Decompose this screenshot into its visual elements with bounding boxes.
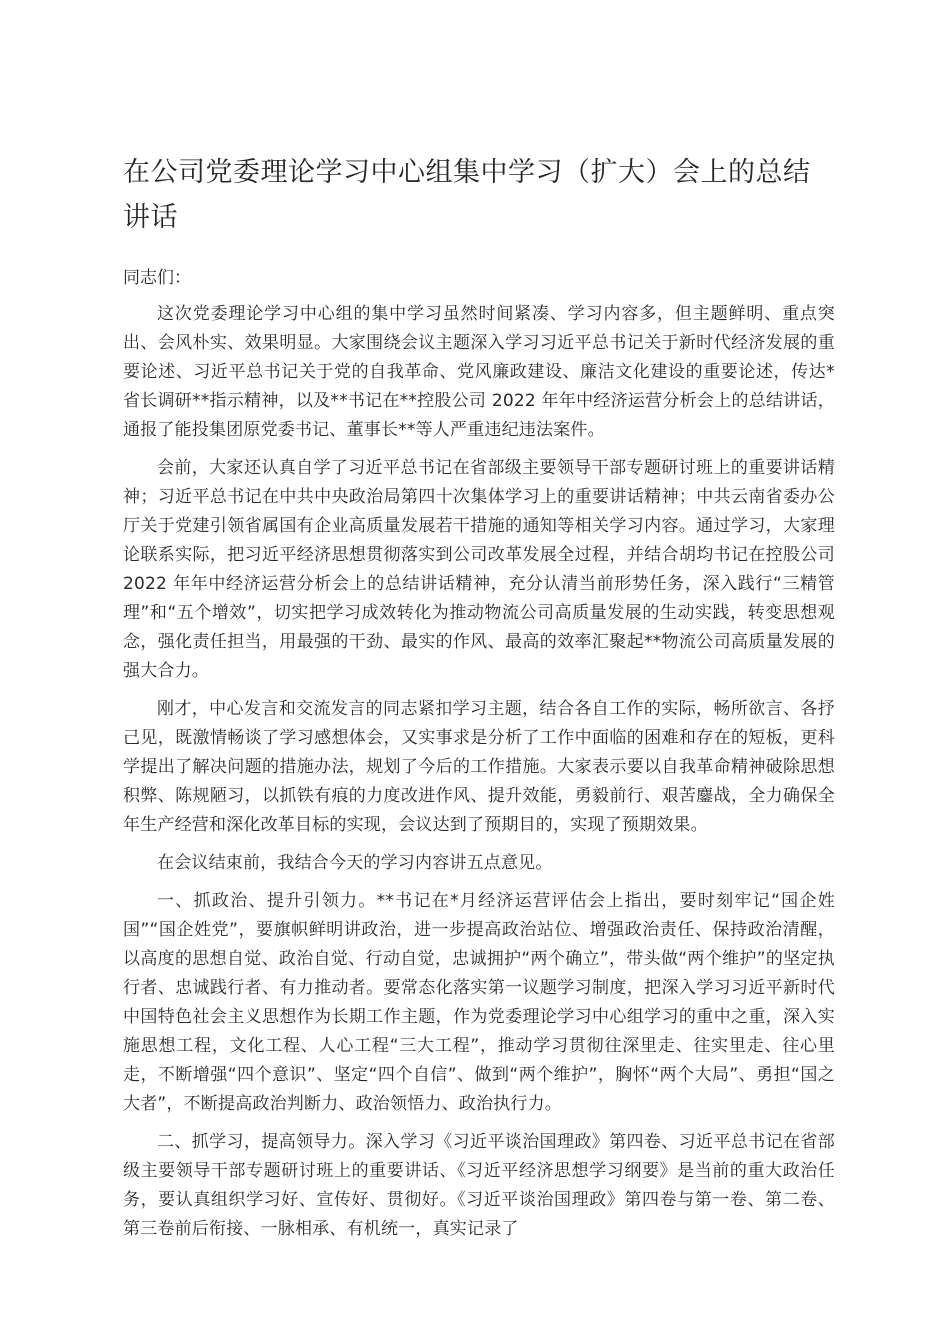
paragraph: 一、抓政治、提升引领力。**书记在*月经济运营评估会上指出，要时刻牢记“国企姓国”“国企姓党”，要旗帜鲜明讲政治，进一步提高政治站位、增强政治责任、保持政治清醒，以高度的思想自觉、政治自觉、行动自觉，忠诚拥护“两个确立”，带头做“两个维护”的坚定执行者、忠诚践行者、有力推动者。要常态化落实第一议题学习制度，把深入学习习近平新时代中国特色社会主义思想作为长期工作主题，作为党委理论学习中心组学习的重中之重，深入实施思想工程，文化工程、人心工程“三大工程”，推动学习贯彻往深里走、往实里走、往心里走，不断增强“四个意识”、坚定“四个自信”、做到“两个维护”，胸怀“两个大局”、勇担“国之大者”，不断提高政治判断力、政治领悟力、政治执行力。 [123,891,835,1114]
paragraph: 在会议结束前，我结合今天的学习内容讲五点意见。 [157,853,553,873]
paragraph: 这次党委理论学习中心组的集中学习虽然时间紧凑、学习内容多，但主题鲜明、重点突出、会风朴实、效果明显。大家围绕会议主题深入学习习近平总书记关于新时代经济发展的重要论述、习近平总书记关于党的自我革命、党风廉政建设、廉洁文化建设的重要论述，传达*省长调研**指示精神，以及**书记在**控股公司 2022 年年中经济运营分析会上的总结讲话，通报了能投集团原党委书记、董事长**等人严重违纪违法案件。 [123,304,835,440]
salutation: 同志们： [123,268,191,288]
paragraph: 会前，大家还认真自学了习近平总书记在省部级主要领导干部专题研讨班上的重要讲话精神；习近平总书记在中共中央政治局第四十次集体学习上的重要讲话精神；中共云南省委办公厅关于党建引领省属国有企业高质量发展若干措施的通知等相关学习内容。通过学习，大家理论联系实际，把习近平经济思想贯彻落实到公司改革发展全过程，并结合胡均书记在控股公司 2022 年年中经济运营分析会上的总结讲话精神，充分认清当前形势任务，深入践行“三精管理”和“五个增效”，切实把学习成效转化为推动物流公司高质量发展的生动实践，转变思想观念，强化责任担当，用最强的干劲、最实的作风、最高的效率汇聚起**物流公司高质量发展的强大合力。 [123,458,835,681]
paragraph: 刚才，中心发言和交流发言的同志紧扣学习主题，结合各自工作的实际，畅所欲言、各抒己见，既激情畅谈了学习感想体会，又实事求是分析了工作中面临的困难和存在的短板，更科学提出了解决问题的措施办法，规划了今后的工作措施。大家表示要以自我革命精神破除思想积弊、陈规陋习，以抓铁有痕的力度改进作风、提升效能，勇毅前行、艰苦鏖战，全力确保全年生产经营和深化改革目标的实现，会议达到了预期目的，实现了预期效果。 [123,699,835,835]
document-page [123,150,835,1253]
document-title: 在公司党委理论学习中心组集中学习（扩大）会上的总结讲话 [123,157,811,233]
paragraph: 二、抓学习，提高领导力。深入学习《习近平谈治国理政》第四卷、习近平总书记在省部级主要领导干部专题研讨班上的重要讲话、《习近平经济思想学习纲要》是当前的重大政治任务，要认真组织学习好、宣传好、贯彻好。《习近平谈治国理政》第四卷与第一卷、第二卷、第三卷前后衔接、一脉相承、有机统一，真实记录了 [123,1132,835,1239]
